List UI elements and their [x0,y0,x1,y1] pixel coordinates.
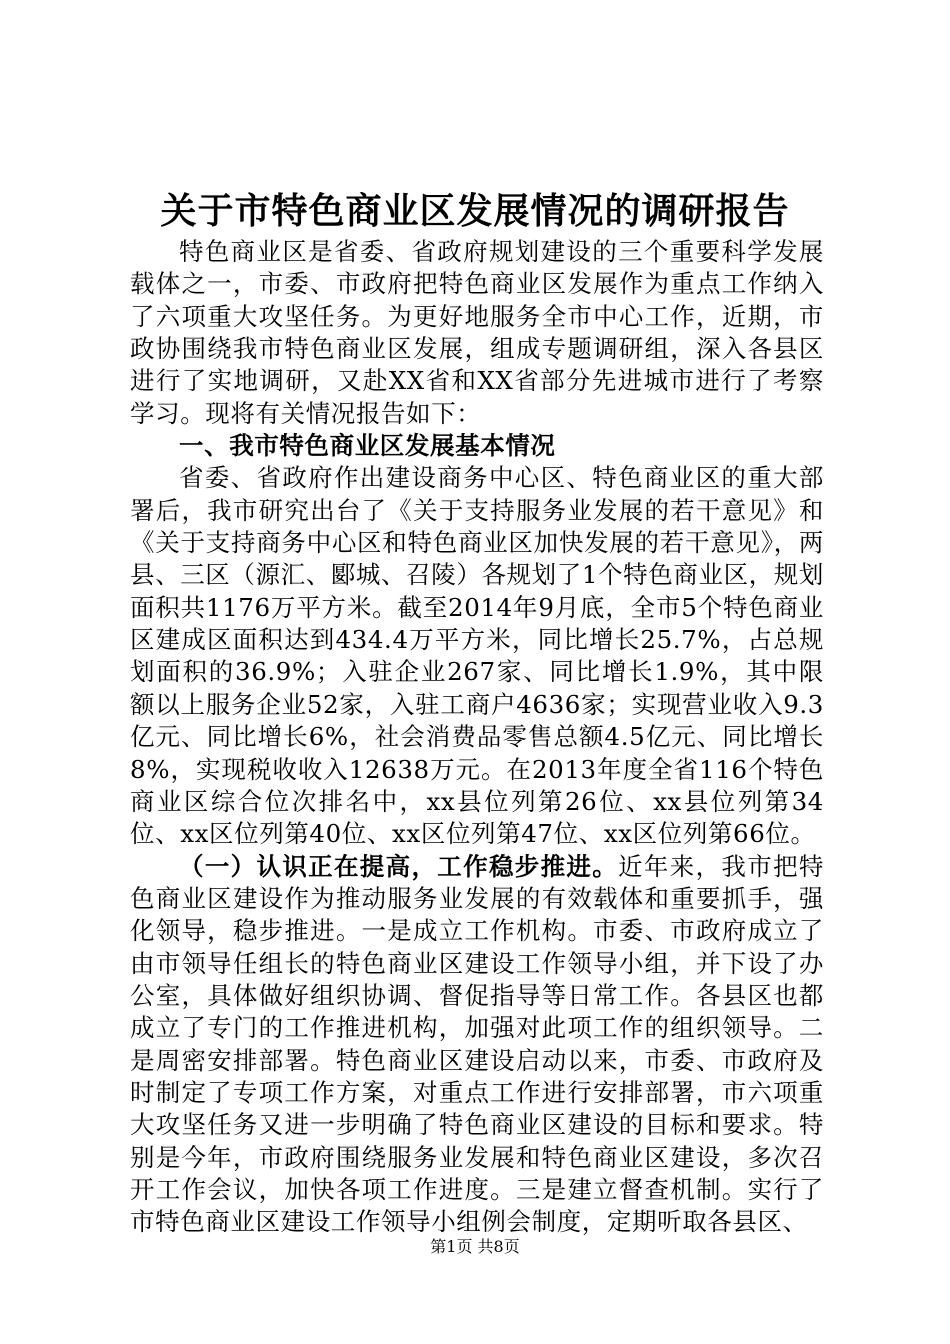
document-title: 关于市特色商业区发展情况的调研报告 [160,190,790,232]
intro-paragraph: 特色商业区是省委、省政府规划建设的三个重要科学发展载体之一，市委、市政府把特色商业区发展作为重点工作纳入了六项重大攻坚任务。为更好地服务全市中心工作，近期，市政协围绕我市特色商业区发展，组成专题调研组，深入各县区进行了实地调研，又赴XX省和XX省部分先进城市进行了考察学习。现将有关情况报告如下： [130,237,824,428]
subsection-text: 近年来，我市把特色商业区建设作为推动服务业发展的有效载体和重要抓手，强化领导，稳步推进。一是成立工作机构。市委、市政府成立了由市领导任组长的特色商业区建设工作领导小组，并下设了办公室，具体做好组织协调、督促指导等日常工作。各县区也都成立了专门的工作推进机构，加强对此项工作的组织领导。二是周密安排部署。特色商业区建设启动以来，市委、市政府及时制定了专项工作方案，对重点工作进行安排部署，市六项重大攻坚任务又进一步明确了特色商业区建设的目标和要求。特别是今年，市政府围绕服务业发展和特色商业区建设，多次召开工作会议，加快各项工作进度。三是建立督查机制。实行了市特色商业区建设工作领导小组例会制度，定期听取各县区、 [130,851,824,1237]
section-heading: 一、我市特色商业区发展基本情况 [179,431,556,461]
section-paragraph: 省委、省政府作出建设商务中心区、特色商业区的重大部署后，我市研究出台了《关于支持服务业发展的若干意见》和《关于支持商务中心区和特色商业区加快发展的若干意见》，两县、三区（源汇、郾城、召陵）各规划了1个特色商业区，规划面积共1176万平方米。截至2014年9月底，全市5个特色商业区建成区面积达到434.4万平方米，同比增长25.7%，占总规划面积的36.9%；入驻企业267家、同比增长1.9%，其中限额以上服务企业52家，入驻工商户4636家；实现营业收入9.3亿元、同比增长6%，社会消费品零售总额4.5亿元、同比增长8%，实现税收收入12638万元。在2013年度全省116个特色商业区综合位次排名中，xx县位列第26位、xx县位列第34位、xx区位列第40位、xx区位列第47位、xx区位列第66位。 [130,463,824,849]
document-body [130,236,824,1239]
subsection-heading: （一）认识正在提高，工作稳步推进。 [179,851,619,881]
page-footer: 第1页 共8页 [430,1237,520,1256]
subsection-paragraph [130,851,824,1239]
